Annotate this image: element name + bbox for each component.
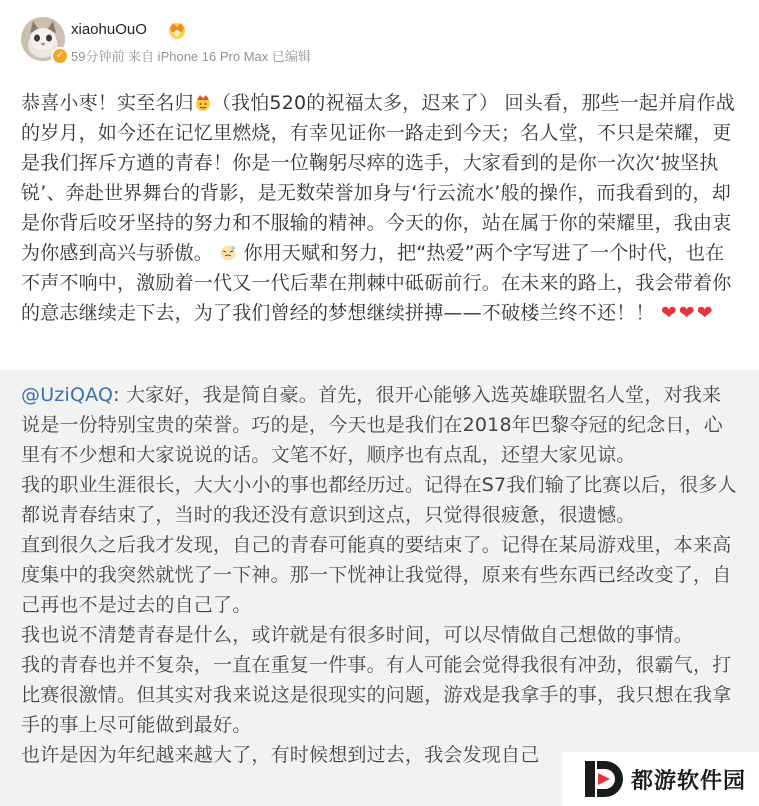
post-text-part2: （我怕520的祝福太多，迟来了） 回头看，那些一起并肩作战的岁月，如今还在记忆里燃烧，有幸见证你一路走到今天；名人堂，不只是荣耀，更是我们挥斥方遒的青春！你是一位鞠躬尽瘁的选手，大家看到的是你一次次‘披坚执锐’、奔赴世界舞台的背影，是无数荣誉加身与‘行云流水’般的操作，而我看到的，却是你背后咬牙坚持的努力和不服输的精神。今天的你，站在属于你的荣耀里，我由衷为你感到高兴与骄傲。 (21, 92, 735, 264)
post-header (0, 0, 759, 76)
site-logo-icon (583, 759, 623, 799)
repost-paragraph-4: 我也说不清楚青春是什么，或许就是有很多时间，可以尽情做自己想做的事情。 (21, 624, 694, 646)
repost-paragraph-2: 我的职业生涯很长，大大小小的事也都经历过。记得在S7我们输了比赛以后，很多人都说青春结束了，当时的我还没有意识到这点，只觉得很疲惫，很遗憾。 (21, 474, 737, 526)
post-body (21, 88, 743, 328)
site-watermark (563, 752, 759, 806)
repost-paragraph-5: 我的青春也并不复杂，一直在重复一件事。有人可能会觉得我很有冲劲，很霸气，打比赛很激情。但其实对我来说这是很现实的问题，游戏是我拿手的事，我只想在我拿手的事上尽可能做到最好。 (21, 654, 732, 736)
mention-link[interactable]: @UziQAQ (21, 384, 114, 406)
watermark-text: 都游软件园 (631, 768, 747, 794)
post-text-part3: 你用天赋和努力，把“热爱”两个字写进了一个时代，也在不声不响中，激励着一代又一代后辈在荆棘中砥砺前行。在未来的路上，我会带着你的意志继续走下去，为了我们曾经的梦想继续拼搏——不破楼兰终不还！！ (21, 242, 732, 324)
vip-crown-badge-icon[interactable] (166, 20, 188, 40)
repost-text-1: : 大家好，我是简自豪。首先，很开心能够入选英雄联盟名人堂，对我来说是一份特别宝贵的荣誉。巧的是，今天也是我们在2018年巴黎夺冠的纪念日，心里有不少想和大家说说的话。文笔不好，顺序也有点乱，还望大家见谅。 (21, 384, 723, 466)
author-name[interactable]: xiaohuOuO (71, 21, 147, 38)
post-meta: 59分钟前 来自 iPhone 16 Pro Max 已编辑 (71, 49, 311, 64)
hearts-emoji-icon: ❤❤❤ (660, 302, 715, 324)
proud-emoji-icon (219, 244, 237, 262)
celebrate-emoji-icon (194, 94, 212, 112)
repost-paragraph-3: 直到很久之后我才发现，自己的青春可能真的要结束了。记得在某局游戏里，本来高度集中的我突然就恍了一下神。那一下恍神让我觉得，原来有些东西已经改变了，自己再也不是过去的自己了。 (21, 534, 732, 616)
repost-body (21, 380, 739, 770)
post-text-part1: 恭喜小枣！实至名归 (21, 92, 194, 114)
repost-paragraph-6: 也许是因为年纪越来越大了，有时候想到过去，我会发现自己 (21, 744, 540, 766)
verified-icon: ✓ (51, 47, 69, 65)
repost-paragraph-1 (21, 380, 739, 470)
